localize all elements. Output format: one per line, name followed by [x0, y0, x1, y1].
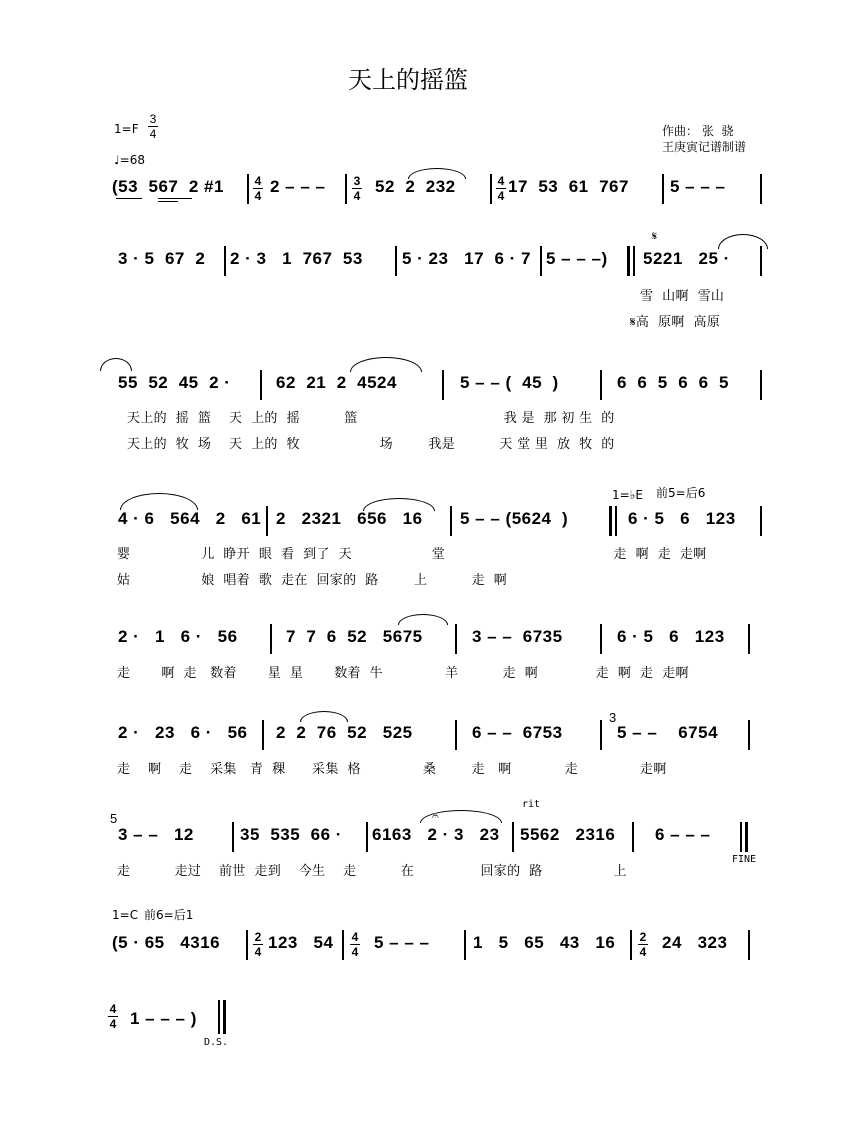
- barline: [748, 720, 750, 750]
- barline: [442, 370, 444, 400]
- barline: [262, 720, 264, 750]
- barline: [540, 246, 542, 276]
- song-title: 天上的摇篮: [348, 66, 468, 94]
- ritardando-marking: rit: [522, 799, 541, 810]
- final-barline: [218, 1000, 220, 1034]
- barline: [395, 246, 397, 276]
- slur: [350, 357, 422, 372]
- barline: [232, 822, 234, 852]
- barline: [246, 930, 248, 960]
- beam: [116, 198, 142, 199]
- line-7-measure-3: 6163 2 · 3 23: [372, 825, 500, 844]
- line-4-measure-2: 2 2321 656 16: [276, 509, 423, 528]
- line-6-measure-1: 2 · 23 6 · 56: [118, 723, 248, 742]
- barline: [224, 246, 226, 276]
- grace-note-fraction: 5: [110, 811, 118, 826]
- lyric-line-1: 走 啊 走 采集 青 稞 采集 格 桑 走 啊 走 走啊: [117, 762, 667, 777]
- lyric-line-1: 天上的 摇 篮 天 上的 摇 篮 我 是 那 初 生 的: [127, 411, 615, 426]
- line-7-measure-5: 6 – – –: [655, 825, 711, 844]
- lyric-line-2: 𝄋高 原啊 高原: [630, 315, 721, 330]
- barline: [464, 930, 466, 960]
- line-1-measure-4: 17 53 61 767: [508, 177, 629, 196]
- lyric-line-1: 走 走过 前世 走到 今生 走 在 回家的 路 上: [117, 864, 627, 879]
- line-5-measure-4: 6 · 5 6 123: [617, 627, 725, 646]
- barline: [247, 174, 249, 204]
- line-2-measure-2: 2 · 3 1 767 53: [230, 249, 363, 268]
- repeat-barline: [633, 246, 635, 276]
- line-5-measure-1: 2 · 1 6 · 56: [118, 627, 238, 646]
- time-signature-4-4: 4 4: [351, 930, 359, 959]
- line-3-measure-2: 62 21 2 4524: [276, 373, 397, 392]
- repeat-barline: [627, 246, 630, 276]
- barline: [662, 174, 664, 204]
- line-5-measure-3: 3 – – 6735: [472, 627, 563, 646]
- lyric-line-2: 天上的 牧 场 天 上的 牧 场 我是 天 堂 里 放 牧 的: [127, 437, 615, 452]
- barline: [760, 370, 762, 400]
- notator-credit: 王庚寅记谱制谱: [662, 140, 747, 154]
- lyric-line-1: 婴 儿 睁开 眼 看 到了 天 堂 走 啊 走 走啊: [117, 547, 707, 562]
- line-1-measure-2: 2 – – –: [270, 177, 326, 196]
- beam: [158, 198, 192, 199]
- line-3-measure-3: 5 – – ( 45 ): [460, 373, 559, 392]
- barline: [366, 822, 368, 852]
- dal-segno-marking: D.S.: [204, 1037, 229, 1048]
- barline: [760, 174, 762, 204]
- barline: [600, 370, 602, 400]
- barline: [342, 930, 344, 960]
- line-8-measure-5: 24 323: [662, 933, 728, 952]
- slur: [120, 493, 198, 510]
- final-barline: [745, 822, 748, 852]
- line-4-measure-3: 5 – – (5624 ): [460, 509, 569, 528]
- key-signature: 1=F: [114, 122, 139, 136]
- key-change-note: 前6=后1: [144, 908, 194, 922]
- slur: [300, 711, 348, 722]
- time-signature-2-4: 2 4: [639, 930, 647, 959]
- barline: [260, 370, 262, 400]
- line-7-measure-4: 5562 2316: [520, 825, 616, 844]
- line-2-measure-5: 5221 25 ·: [643, 249, 730, 268]
- barline: [270, 624, 272, 654]
- barline: [748, 624, 750, 654]
- time-signature-4-4: 4 4: [497, 174, 505, 203]
- beam: [158, 201, 178, 202]
- barline: [600, 720, 602, 750]
- line-8-measure-2: 123 54: [268, 933, 334, 952]
- time-signature-4-4: 4 4: [254, 174, 262, 203]
- line-4-measure-1: 4 · 6 564 2 61: [118, 509, 262, 528]
- line-6-measure-3: 6 – – 6753: [472, 723, 563, 742]
- line-2-measure-1: 3 · 5 67 2: [118, 249, 206, 268]
- line-5-measure-2: 7 7 6 52 5675: [286, 627, 423, 646]
- composer-credit: 作曲： 张 骁: [662, 124, 734, 138]
- key-change-note: 前5=后6: [656, 486, 706, 500]
- line-2-measure-4: 5 – – –): [546, 249, 608, 268]
- barline: [490, 174, 492, 204]
- barline: [760, 246, 762, 276]
- line-4-measure-4: 6 · 5 6 123: [628, 509, 736, 528]
- line-7-measure-1: 3 – – 12: [118, 825, 194, 844]
- barline: [345, 174, 347, 204]
- barline: [266, 506, 268, 536]
- slur: [408, 168, 466, 179]
- line-7-measure-2: 35 535 66 ·: [240, 825, 342, 844]
- lyric-line-2: 姑 娘 唱着 歌 走在 回家的 路 上 走 啊: [117, 573, 508, 588]
- barline: [632, 822, 634, 852]
- time-signature-4-4: 4 4: [109, 1002, 117, 1031]
- barline: [600, 624, 602, 654]
- line-3-measure-4: 6 6 5 6 6 5: [617, 373, 729, 392]
- barline: [450, 506, 452, 536]
- segno-sign: 𝄋: [652, 229, 658, 243]
- tempo-marking: ♩=68: [114, 153, 145, 167]
- lyric-line-1: 雪 山啊 雪山: [640, 289, 725, 304]
- fermata-icon: 𝄐: [432, 809, 439, 823]
- slur: [718, 234, 768, 249]
- time-signature: 3 4: [149, 112, 157, 141]
- line-2-measure-3: 5 · 23 17 6 · 7: [402, 249, 532, 268]
- repeat-barline: [615, 506, 617, 536]
- line-8-measure-1: (5 · 65 4316: [112, 933, 221, 952]
- final-barline: [740, 822, 742, 852]
- key-change-marking: 1=C: [112, 908, 139, 922]
- line-6-measure-2: 2 2 76 52 525: [276, 723, 413, 742]
- line-1-measure-3: 52 2 232: [375, 177, 456, 196]
- time-signature-3-4: 3 4: [353, 174, 361, 203]
- line-6-measure-4: 5 – – 6754: [617, 723, 719, 742]
- line-8-measure-4: 1 5 65 43 16: [473, 933, 616, 952]
- final-barline: [223, 1000, 226, 1034]
- line-1-measure-1: (53 567 2 #1: [112, 177, 224, 196]
- lyric-line-1: 走 啊 走 数着 星 星 数着 牛 羊 走 啊 走 啊 走 走啊: [117, 666, 689, 681]
- barline: [748, 930, 750, 960]
- barline: [630, 930, 632, 960]
- line-3-measure-1: 55 52 45 2 ·: [118, 373, 231, 392]
- grace-note-fraction: 3: [609, 710, 617, 725]
- repeat-barline: [609, 506, 612, 536]
- line-8-measure-3: 5 – – –: [374, 933, 430, 952]
- barline: [760, 506, 762, 536]
- fine-marking: FINE: [732, 854, 757, 865]
- barline: [455, 624, 457, 654]
- slur: [363, 498, 435, 511]
- time-signature-2-4: 2 4: [254, 930, 262, 959]
- slur: [100, 358, 132, 371]
- key-change-marking: 1=♭E: [612, 488, 643, 502]
- slur: [398, 614, 448, 625]
- line-9-measure-1: 1 – – – ): [130, 1009, 197, 1028]
- barline: [455, 720, 457, 750]
- line-1-measure-5: 5 – – –: [670, 177, 726, 196]
- barline: [512, 822, 514, 852]
